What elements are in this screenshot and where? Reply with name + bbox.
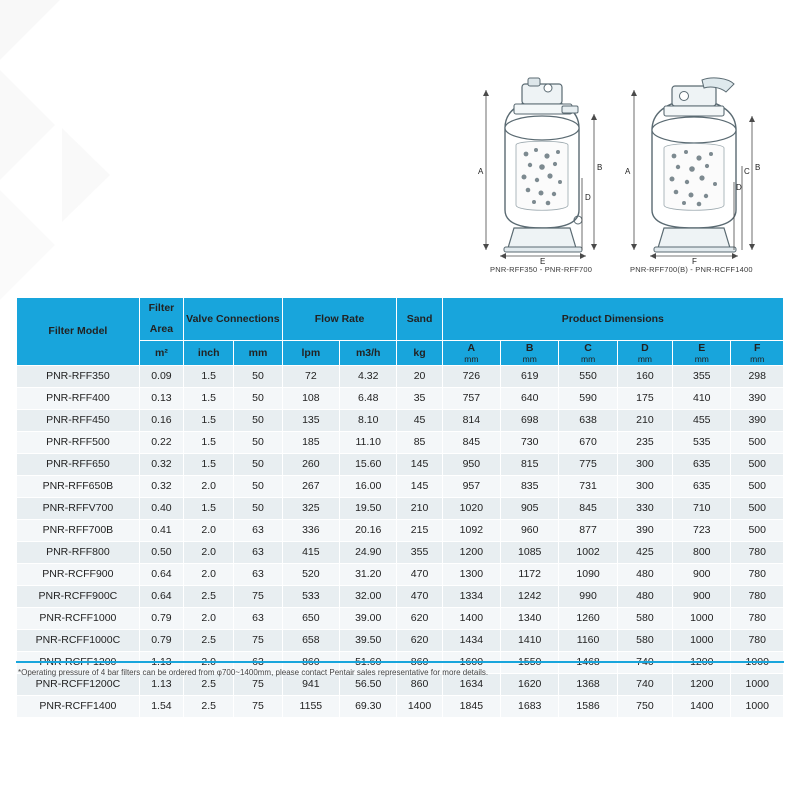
cell-inch: 1.5 bbox=[184, 432, 234, 454]
cell-f: 500 bbox=[731, 454, 784, 476]
table-header bbox=[17, 298, 784, 366]
subheader-dim-e bbox=[673, 341, 731, 366]
cell-area: 1.54 bbox=[139, 696, 183, 718]
cell-lpm: 1155 bbox=[282, 696, 339, 718]
cell-sand: 145 bbox=[397, 454, 442, 476]
cell-lpm: 267 bbox=[282, 476, 339, 498]
cell-c: 1586 bbox=[559, 696, 617, 718]
subheader-dim-f bbox=[731, 341, 784, 366]
cell-f: 1000 bbox=[731, 674, 784, 696]
cell-sand: 470 bbox=[397, 586, 442, 608]
svg-text:B: B bbox=[597, 163, 603, 172]
header-product-dimensions: Product Dimensions bbox=[442, 298, 783, 341]
cell-mm: 50 bbox=[234, 366, 282, 388]
dim-c-unit: mm bbox=[580, 354, 596, 364]
cell-model: PNR-RFF400 bbox=[17, 388, 140, 410]
cell-b: 1085 bbox=[501, 542, 559, 564]
cell-model: PNR-RFFV700 bbox=[17, 498, 140, 520]
cell-b: 835 bbox=[501, 476, 559, 498]
cell-area: 0.41 bbox=[139, 520, 183, 542]
dim-c-letter: C bbox=[584, 342, 592, 354]
cell-inch: 2.0 bbox=[184, 520, 234, 542]
svg-text:C: C bbox=[744, 167, 750, 176]
cell-a: 957 bbox=[442, 476, 500, 498]
cell-model: PNR-RFF500 bbox=[17, 432, 140, 454]
dim-e-unit: mm bbox=[694, 354, 709, 364]
cell-lpm: 415 bbox=[282, 542, 339, 564]
cell-b: 905 bbox=[501, 498, 559, 520]
cell-area: 0.13 bbox=[139, 388, 183, 410]
cell-m3h: 8.10 bbox=[340, 410, 397, 432]
table-row bbox=[17, 498, 784, 520]
cell-m3h: 6.48 bbox=[340, 388, 397, 410]
cell-mm: 75 bbox=[234, 586, 282, 608]
subheader-dim-b bbox=[501, 341, 559, 366]
cell-f: 500 bbox=[731, 432, 784, 454]
cell-e: 1000 bbox=[673, 630, 731, 652]
cell-a: 1400 bbox=[442, 608, 500, 630]
cell-m3h: 31.20 bbox=[340, 564, 397, 586]
cell-mm: 63 bbox=[234, 564, 282, 586]
cell-b: 1410 bbox=[501, 630, 559, 652]
table-row bbox=[17, 366, 784, 388]
table-body bbox=[17, 366, 784, 718]
cell-inch: 2.5 bbox=[184, 696, 234, 718]
cell-sand: 355 bbox=[397, 542, 442, 564]
subheader-mm: mm bbox=[234, 341, 282, 366]
cell-area: 1.13 bbox=[139, 674, 183, 696]
svg-text:E: E bbox=[540, 257, 546, 265]
cell-inch: 1.5 bbox=[184, 388, 234, 410]
cell-a: 950 bbox=[442, 454, 500, 476]
cell-b: 1683 bbox=[501, 696, 559, 718]
cell-f: 780 bbox=[731, 564, 784, 586]
cell-mm: 75 bbox=[234, 630, 282, 652]
bottom-rule bbox=[16, 661, 784, 663]
cell-area: 0.64 bbox=[139, 564, 183, 586]
cell-model: PNR-RCFF1400 bbox=[17, 696, 140, 718]
cell-inch: 2.5 bbox=[184, 586, 234, 608]
cell-model: PNR-RFF350 bbox=[17, 366, 140, 388]
cell-model: PNR-RFF450 bbox=[17, 410, 140, 432]
cell-f: 1000 bbox=[731, 696, 784, 718]
cell-m3h: 39.00 bbox=[340, 608, 397, 630]
cell-m3h: 56.50 bbox=[340, 674, 397, 696]
cell-m3h: 19.50 bbox=[340, 498, 397, 520]
cell-lpm: 260 bbox=[282, 454, 339, 476]
product-diagrams bbox=[470, 70, 790, 285]
cell-e: 710 bbox=[673, 498, 731, 520]
cell-sand: 35 bbox=[397, 388, 442, 410]
cell-a: 1020 bbox=[442, 498, 500, 520]
dim-b-letter: B bbox=[525, 342, 534, 354]
cell-inch: 1.5 bbox=[184, 498, 234, 520]
cell-area: 0.16 bbox=[139, 410, 183, 432]
table-row bbox=[17, 586, 784, 608]
svg-text:B: B bbox=[755, 163, 761, 172]
cell-m3h: 32.00 bbox=[340, 586, 397, 608]
cell-mm: 50 bbox=[234, 498, 282, 520]
cell-lpm: 185 bbox=[282, 432, 339, 454]
cell-d: 160 bbox=[617, 366, 672, 388]
cell-sand: 145 bbox=[397, 476, 442, 498]
cell-f: 500 bbox=[731, 476, 784, 498]
cell-lpm: 108 bbox=[282, 388, 339, 410]
cell-e: 800 bbox=[673, 542, 731, 564]
cell-c: 1090 bbox=[559, 564, 617, 586]
cell-sand: 20 bbox=[397, 366, 442, 388]
svg-text:D: D bbox=[585, 193, 591, 202]
footnote: *Operating pressure of 4 bar filters can be ordered from φ700~1400mm, please contact Pentair sales representative for more details. bbox=[18, 668, 489, 677]
dim-f-letter: F bbox=[754, 342, 761, 354]
subheader-lpm: lpm bbox=[282, 341, 339, 366]
dim-d-letter: D bbox=[641, 342, 649, 354]
specification-table bbox=[16, 297, 784, 718]
cell-e: 900 bbox=[673, 586, 731, 608]
cell-d: 580 bbox=[617, 608, 672, 630]
cell-e: 900 bbox=[673, 564, 731, 586]
cell-e: 535 bbox=[673, 432, 731, 454]
table-row bbox=[17, 696, 784, 718]
table-row bbox=[17, 608, 784, 630]
subheader-inch: inch bbox=[184, 341, 234, 366]
cell-inch: 2.0 bbox=[184, 608, 234, 630]
cell-d: 390 bbox=[617, 520, 672, 542]
watermark-decoration bbox=[0, 0, 120, 300]
cell-a: 1334 bbox=[442, 586, 500, 608]
cell-d: 580 bbox=[617, 630, 672, 652]
cell-b: 619 bbox=[501, 366, 559, 388]
cell-c: 775 bbox=[559, 454, 617, 476]
cell-lpm: 650 bbox=[282, 608, 339, 630]
cell-a: 814 bbox=[442, 410, 500, 432]
table-row bbox=[17, 520, 784, 542]
cell-d: 480 bbox=[617, 564, 672, 586]
cell-model: PNR-RFF650B bbox=[17, 476, 140, 498]
cell-b: 1620 bbox=[501, 674, 559, 696]
cell-d: 740 bbox=[617, 674, 672, 696]
cell-c: 1368 bbox=[559, 674, 617, 696]
cell-d: 235 bbox=[617, 432, 672, 454]
cell-area: 0.64 bbox=[139, 586, 183, 608]
cell-a: 1092 bbox=[442, 520, 500, 542]
cell-a: 1300 bbox=[442, 564, 500, 586]
cell-mm: 50 bbox=[234, 454, 282, 476]
dim-a-letter: A bbox=[467, 342, 476, 354]
cell-c: 845 bbox=[559, 498, 617, 520]
cell-mm: 75 bbox=[234, 696, 282, 718]
cell-lpm: 135 bbox=[282, 410, 339, 432]
cell-area: 0.32 bbox=[139, 454, 183, 476]
cell-mm: 50 bbox=[234, 432, 282, 454]
cell-f: 780 bbox=[731, 542, 784, 564]
cell-inch: 2.0 bbox=[184, 542, 234, 564]
cell-lpm: 520 bbox=[282, 564, 339, 586]
cell-model: PNR-RFF700B bbox=[17, 520, 140, 542]
cell-a: 1845 bbox=[442, 696, 500, 718]
cell-a: 1434 bbox=[442, 630, 500, 652]
cell-b: 640 bbox=[501, 388, 559, 410]
cell-sand: 210 bbox=[397, 498, 442, 520]
cell-sand: 215 bbox=[397, 520, 442, 542]
cell-lpm: 941 bbox=[282, 674, 339, 696]
cell-e: 635 bbox=[673, 476, 731, 498]
cell-sand: 620 bbox=[397, 630, 442, 652]
cell-e: 1400 bbox=[673, 696, 731, 718]
header-flow-rate: Flow Rate bbox=[282, 298, 397, 341]
cell-d: 300 bbox=[617, 476, 672, 498]
cell-model: PNR-RCFF1200C bbox=[17, 674, 140, 696]
cell-sand: 1400 bbox=[397, 696, 442, 718]
cell-c: 590 bbox=[559, 388, 617, 410]
cell-model: PNR-RCFF1000C bbox=[17, 630, 140, 652]
cell-f: 390 bbox=[731, 410, 784, 432]
diagram-caption-right: PNR-RFF700(B) - PNR-RCFF1400 bbox=[630, 265, 753, 274]
cell-sand: 620 bbox=[397, 608, 442, 630]
cell-m3h: 4.32 bbox=[340, 366, 397, 388]
cell-mm: 50 bbox=[234, 410, 282, 432]
cell-inch: 1.5 bbox=[184, 454, 234, 476]
cell-c: 670 bbox=[559, 432, 617, 454]
cell-b: 815 bbox=[501, 454, 559, 476]
cell-lpm: 533 bbox=[282, 586, 339, 608]
cell-b: 1172 bbox=[501, 564, 559, 586]
cell-b: 730 bbox=[501, 432, 559, 454]
cell-d: 480 bbox=[617, 586, 672, 608]
cell-c: 638 bbox=[559, 410, 617, 432]
cell-inch: 2.0 bbox=[184, 476, 234, 498]
subheader-dim-a bbox=[442, 341, 500, 366]
cell-lpm: 658 bbox=[282, 630, 339, 652]
cell-b: 1340 bbox=[501, 608, 559, 630]
subheader-kg: kg bbox=[397, 341, 442, 366]
cell-a: 845 bbox=[442, 432, 500, 454]
cell-m3h: 11.10 bbox=[340, 432, 397, 454]
table-row bbox=[17, 432, 784, 454]
cell-model: PNR-RFF650 bbox=[17, 454, 140, 476]
table-row bbox=[17, 542, 784, 564]
cell-mm: 50 bbox=[234, 388, 282, 410]
cell-f: 780 bbox=[731, 586, 784, 608]
table-row bbox=[17, 564, 784, 586]
cell-f: 780 bbox=[731, 608, 784, 630]
cell-d: 425 bbox=[617, 542, 672, 564]
cell-sand: 45 bbox=[397, 410, 442, 432]
cell-m3h: 39.50 bbox=[340, 630, 397, 652]
cell-f: 780 bbox=[731, 630, 784, 652]
specification-table-wrapper bbox=[16, 297, 784, 718]
cell-area: 0.32 bbox=[139, 476, 183, 498]
cell-d: 750 bbox=[617, 696, 672, 718]
cell-area: 0.79 bbox=[139, 608, 183, 630]
cell-e: 455 bbox=[673, 410, 731, 432]
subheader-dim-d bbox=[617, 341, 672, 366]
cell-a: 1200 bbox=[442, 542, 500, 564]
cell-area: 0.09 bbox=[139, 366, 183, 388]
cell-inch: 2.0 bbox=[184, 564, 234, 586]
header-filter-model: Filter Model bbox=[17, 298, 140, 366]
cell-sand: 860 bbox=[397, 674, 442, 696]
header-sand: Sand bbox=[397, 298, 442, 341]
cell-area: 0.79 bbox=[139, 630, 183, 652]
cell-d: 300 bbox=[617, 454, 672, 476]
table-row bbox=[17, 410, 784, 432]
cell-e: 1000 bbox=[673, 608, 731, 630]
cell-m3h: 20.16 bbox=[340, 520, 397, 542]
cell-inch: 1.5 bbox=[184, 366, 234, 388]
cell-m3h: 69.30 bbox=[340, 696, 397, 718]
dim-e-letter: E bbox=[698, 342, 706, 354]
cell-c: 550 bbox=[559, 366, 617, 388]
cell-c: 990 bbox=[559, 586, 617, 608]
table-row bbox=[17, 476, 784, 498]
svg-text:F: F bbox=[692, 257, 697, 265]
cell-a: 1634 bbox=[442, 674, 500, 696]
subheader-m2: m² bbox=[139, 341, 183, 366]
table-row bbox=[17, 388, 784, 410]
cell-inch: 2.5 bbox=[184, 674, 234, 696]
cell-m3h: 16.00 bbox=[340, 476, 397, 498]
cell-a: 757 bbox=[442, 388, 500, 410]
cell-model: PNR-RCFF900 bbox=[17, 564, 140, 586]
cell-d: 330 bbox=[617, 498, 672, 520]
cell-mm: 63 bbox=[234, 542, 282, 564]
cell-lpm: 72 bbox=[282, 366, 339, 388]
cell-b: 960 bbox=[501, 520, 559, 542]
dim-a-unit: mm bbox=[464, 354, 479, 364]
cell-mm: 63 bbox=[234, 608, 282, 630]
cell-d: 175 bbox=[617, 388, 672, 410]
cell-model: PNR-RCFF1000 bbox=[17, 608, 140, 630]
cell-sand: 85 bbox=[397, 432, 442, 454]
cell-area: 0.22 bbox=[139, 432, 183, 454]
cell-f: 500 bbox=[731, 498, 784, 520]
cell-e: 723 bbox=[673, 520, 731, 542]
cell-mm: 50 bbox=[234, 476, 282, 498]
cell-a: 726 bbox=[442, 366, 500, 388]
cell-f: 500 bbox=[731, 520, 784, 542]
cell-c: 731 bbox=[559, 476, 617, 498]
cell-mm: 63 bbox=[234, 520, 282, 542]
cell-mm: 75 bbox=[234, 674, 282, 696]
filter-diagram-left bbox=[470, 70, 625, 265]
svg-text:D: D bbox=[736, 183, 742, 192]
cell-m3h: 15.60 bbox=[340, 454, 397, 476]
cell-d: 210 bbox=[617, 410, 672, 432]
subheader-dim-c bbox=[559, 341, 617, 366]
table-row bbox=[17, 454, 784, 476]
dim-f-unit: mm bbox=[750, 354, 765, 364]
svg-text:A: A bbox=[625, 167, 631, 176]
cell-m3h: 24.90 bbox=[340, 542, 397, 564]
cell-b: 1242 bbox=[501, 586, 559, 608]
cell-c: 1002 bbox=[559, 542, 617, 564]
subheader-m3h: m3/h bbox=[340, 341, 397, 366]
cell-model: PNR-RCFF900C bbox=[17, 586, 140, 608]
cell-lpm: 325 bbox=[282, 498, 339, 520]
header-filter-area: Filter Area bbox=[139, 298, 183, 341]
cell-c: 1160 bbox=[559, 630, 617, 652]
cell-e: 410 bbox=[673, 388, 731, 410]
cell-inch: 1.5 bbox=[184, 410, 234, 432]
cell-e: 635 bbox=[673, 454, 731, 476]
header-valve-connections: Valve Connections bbox=[184, 298, 283, 341]
filter-diagram-right bbox=[610, 70, 785, 265]
diagram-caption-left: PNR-RFF350 - PNR-RFF700 bbox=[490, 265, 593, 274]
cell-e: 355 bbox=[673, 366, 731, 388]
cell-e: 1200 bbox=[673, 674, 731, 696]
table-row bbox=[17, 630, 784, 652]
svg-text:A: A bbox=[478, 167, 484, 176]
cell-area: 0.40 bbox=[139, 498, 183, 520]
cell-area: 0.50 bbox=[139, 542, 183, 564]
cell-f: 298 bbox=[731, 366, 784, 388]
dim-b-unit: mm bbox=[522, 354, 537, 364]
cell-f: 390 bbox=[731, 388, 784, 410]
cell-lpm: 336 bbox=[282, 520, 339, 542]
cell-sand: 470 bbox=[397, 564, 442, 586]
cell-b: 698 bbox=[501, 410, 559, 432]
cell-inch: 2.5 bbox=[184, 630, 234, 652]
dim-d-unit: mm bbox=[637, 354, 652, 364]
cell-c: 877 bbox=[559, 520, 617, 542]
cell-model: PNR-RFF800 bbox=[17, 542, 140, 564]
cell-c: 1260 bbox=[559, 608, 617, 630]
